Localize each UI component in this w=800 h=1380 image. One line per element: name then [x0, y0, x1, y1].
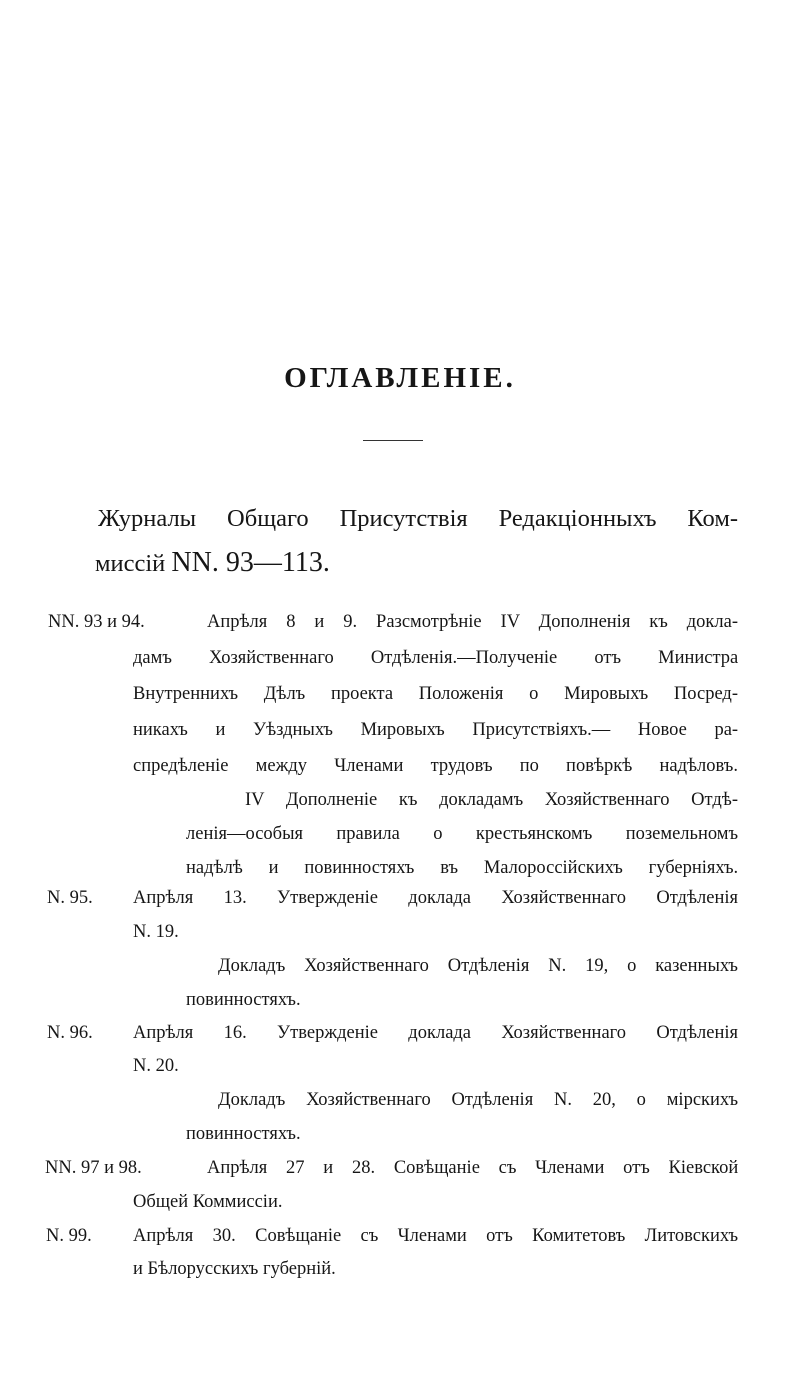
entry-subline: Докладъ Хозяйственнаго Отдѣленія N. 20, о мірскихъ — [218, 1090, 739, 1110]
entry-text-line: Апрѣля 27 и 28. Совѣщаніе съ Членами отъ Кіевской — [207, 1158, 739, 1178]
entry-text-line: спредѣленіе между Членами трудовъ по повѣркѣ надѣловъ. — [133, 756, 738, 776]
section-heading-prefix: миссій — [95, 550, 166, 577]
entry-number: NN. 93 и 94. — [48, 612, 145, 632]
entry-text-line: дамъ Хозяйственнаго Отдѣленія.—Полученіе отъ Министра — [133, 648, 739, 668]
title-divider — [363, 440, 423, 441]
section-heading-line-2 — [95, 541, 738, 586]
entry-number: N. 99. — [46, 1226, 92, 1246]
entry-text-line: Апрѣля 13. Утвержденіе доклада Хозяйственнаго Отдѣленія — [133, 888, 738, 908]
entry-subline: повинностяхъ. — [186, 990, 301, 1010]
entry-number: N. 95. — [47, 888, 93, 908]
entry-subline: IV Дополненіе къ докладамъ Хозяйственнаго Отдѣ- — [245, 790, 738, 810]
entry-text-line: Апрѣля 16. Утвержденіе доклада Хозяйственнаго Отдѣленія — [133, 1023, 738, 1043]
entry-text-line: Апрѣля 30. Совѣщаніе съ Членами отъ Комитетовъ Литовскихъ — [133, 1226, 739, 1246]
entry-text-line: никахъ и Уѣздныхъ Мировыхъ Присутствіяхъ.— Новое ра- — [133, 720, 739, 740]
page-title: ОГЛАВЛЕНІЕ. — [284, 362, 516, 394]
entry-number: NN. 97 и 98. — [45, 1158, 142, 1178]
entry-text-line: N. 20. — [133, 1056, 179, 1076]
entry-text-line: Внутреннихъ Дѣлъ проекта Положенія о Мировыхъ Посред- — [133, 684, 738, 704]
entry-subline: повинностяхъ. — [186, 1124, 301, 1144]
entry-text-line: N. 19. — [133, 922, 179, 942]
entry-text-line: Апрѣля 8 и 9. Разсмотрѣніе IV Дополненія къ докла- — [207, 612, 738, 632]
entry-number: N. 96. — [47, 1023, 93, 1043]
entry-subline: ленія—особыя правила о крестьянскомъ поземельномъ — [186, 824, 739, 844]
entry-text-line: Общей Коммиссіи. — [133, 1192, 283, 1212]
section-heading-numbers: NN. 93—113. — [171, 547, 330, 578]
entry-subline: надѣлѣ и повинностяхъ въ Малороссійскихъ губерніяхъ. — [186, 858, 739, 878]
entry-text-line: и Бѣлорусскихъ губерній. — [133, 1259, 336, 1279]
section-heading-line-1: Журналы Общаго Присутствія Редакціонныхъ Ком- — [98, 505, 738, 532]
section-heading — [95, 497, 738, 586]
entry-subline: Докладъ Хозяйственнаго Отдѣленія N. 19, о казенныхъ — [218, 956, 738, 976]
